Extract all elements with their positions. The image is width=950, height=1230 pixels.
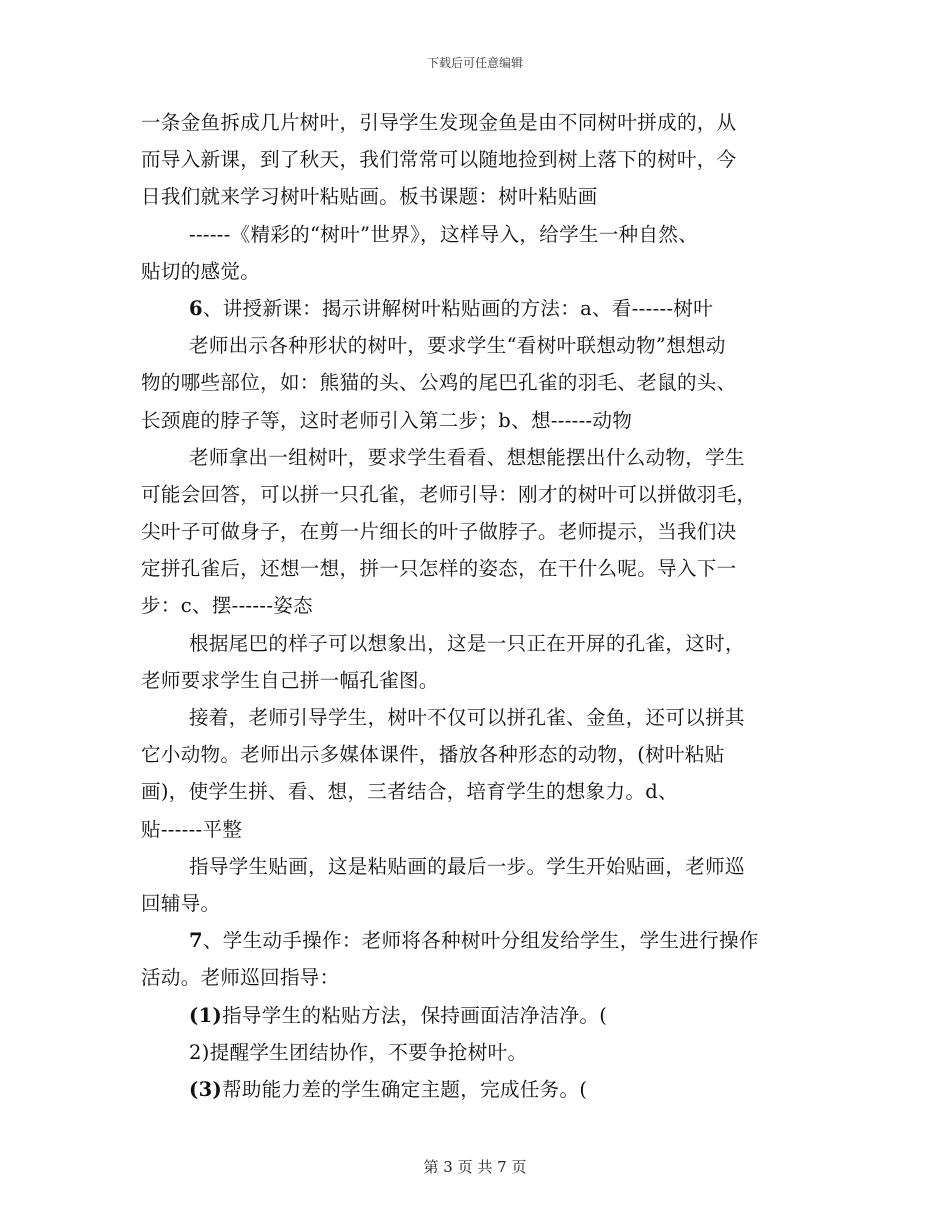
paragraph-line: 物的哪些部位，如：熊猫的头、公鸡的尾巴孔雀的羽毛、老鼠的头、 bbox=[141, 371, 737, 395]
paragraph-line: 尖叶子可做身子，在剪一片细长的叶子做脖子。老师提示，当我们决 bbox=[141, 520, 737, 544]
paragraph-line: 画)，使学生拼、看、想，三者结合，培育学生的想象力。d、 bbox=[141, 780, 678, 804]
paragraph-line: 接着，老师引导学生，树叶不仅可以拼孔雀、金鱼，还可以拼其 bbox=[189, 706, 745, 729]
paragraph-line: 老师拿出一组树叶，要求学生看看、想想能摆出什么动物，学生 bbox=[189, 445, 745, 469]
list-number: (1) bbox=[189, 1003, 223, 1027]
paragraph-line: 回辅导。 bbox=[141, 891, 221, 915]
paragraph-line: 老师要求学生自己拼一幅孔雀图。 bbox=[141, 668, 439, 692]
paragraph-line: 贴------平整 bbox=[141, 817, 243, 841]
page-footer: 第 3 页 共 7 页 bbox=[423, 1158, 527, 1176]
paragraph-line: 长颈鹿的脖子等，这时老师引入第二步；b、想------动物 bbox=[141, 408, 633, 432]
paragraph-line: ------《精彩的“树叶”世界》，这样导入，给学生一种自然、 bbox=[189, 222, 699, 246]
paragraph-line: 指导学生贴画，这是粘贴画的最后一步。学生开始贴画，老师巡 bbox=[189, 854, 745, 878]
section-number: 6 bbox=[189, 296, 203, 320]
paragraph-line: 而导入新课，到了秋天，我们常常可以随地捡到树上落下的树叶，今 bbox=[141, 148, 737, 172]
section-heading-line: 7、学生动手操作：老师将各种树叶分组发给学生，学生进行操作 bbox=[189, 929, 759, 953]
paragraph-line: 步：c、摆------姿态 bbox=[141, 594, 314, 618]
document-body bbox=[141, 104, 811, 1108]
page-header: 下载后可任意编辑 bbox=[426, 56, 523, 70]
paragraph-line: 根据尾巴的样子可以想象出，这是一只正在开屏的孔雀，这时， bbox=[189, 631, 745, 655]
paragraph-line: 它小动物。老师出示多媒体课件，播放各种形态的动物，(树叶粘贴 bbox=[141, 743, 725, 767]
list-item: (1)指导学生的粘贴方法，保持画面洁净洁净。( bbox=[189, 1003, 608, 1027]
paragraph-line: 日我们就来学习树叶粘贴画。板书课题：树叶粘贴画 bbox=[141, 185, 598, 209]
paragraph-line: 活动。老师巡回指导： bbox=[141, 966, 340, 990]
paragraph-line: 可能会回答，可以拼一只孔雀，老师引导：刚才的树叶可以拼做羽毛， bbox=[141, 482, 757, 506]
list-item: 2)提醒学生团结协作，不要争抢树叶。 bbox=[189, 1040, 528, 1064]
paragraph-line: 定拼孔雀后，还想一想，拼一只怎样的姿态，在干什么呢。导入下一 bbox=[141, 557, 737, 581]
paragraph-line: 贴切的感觉。 bbox=[141, 259, 261, 283]
list-item: (3)帮助能力差的学生确定主题，完成任务。( bbox=[189, 1077, 588, 1101]
list-number: (3) bbox=[189, 1077, 223, 1101]
paragraph-line: 一条金鱼拆成几片树叶，引导学生发现金鱼是由不同树叶拼成的，从 bbox=[141, 111, 737, 134]
section-number: 7 bbox=[189, 929, 203, 953]
section-heading-line: 6、讲授新课：揭示讲解树叶粘贴画的方法：a、看------树叶 bbox=[189, 296, 714, 320]
paragraph-line: 老师出示各种形状的树叶，要求学生“看树叶联想动物”想想动 bbox=[189, 334, 726, 358]
